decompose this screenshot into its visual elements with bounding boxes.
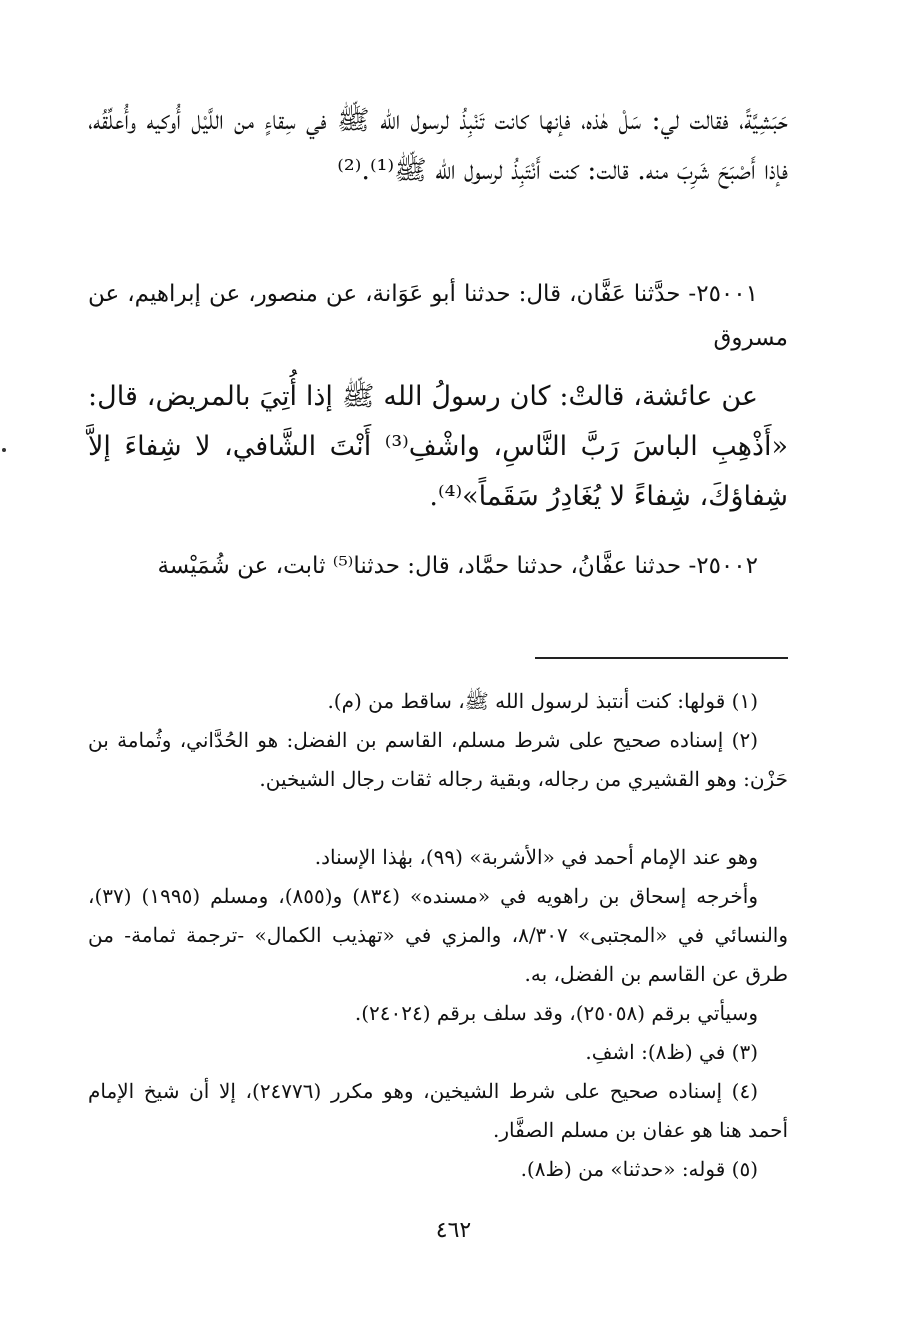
scan-mark bbox=[2, 448, 6, 452]
footnote-2-riwaya: وهو عند الإمام أحمد في «الأشربة» (٩٩)، بهٰذا الإسناد. bbox=[314, 845, 758, 869]
footnote-4: (٤) إسناده صحيح على شرط الشيخين، وهو مكرر (٢٤٧٧٦)، إلا أن شيخ الإمام أحمد هنا هو عفان بن مسلم الصفَّار. bbox=[88, 1079, 788, 1142]
footnote-5: (٥) قوله: «حدثنا» من (ظ٨). bbox=[520, 1157, 758, 1181]
footnote-2-takhrij: وأخرجه إسحاق بن راهويه في «مسنده» (٨٣٤) و(٨٥٥)، ومسلم (١٩٩٥) (٣٧)، والنسائي في «المجتبى» ٨/٣٠٧، والمزي في «تهذيب الكمال» -ترجمة ثمامة- من طرق عن القاسم بن الفضل، به. bbox=[88, 884, 789, 986]
hadith-isnad-25002: ٢٥٠٠٢- حدثنا عفَّانُ، حدثنا حمَّاد، قال: حدثنا⁽⁵⁾ ثابت، عن شُمَيْسة bbox=[157, 553, 758, 579]
hadith-matn-25001: عن عائشة، قالتْ: كان رسولُ الله ﷺ إذا أُتِيَ بالمريض، قال: «أَذْهِبِ الباسَ رَبَّ النَّاسِ، واشْفِ⁽³⁾ أَنْتَ الشَّافي، لا شِفاءَ إلاَّ شِفاؤكَ، شِفاءً لا يُغَادِرُ سَقَماً»⁽⁴⁾. bbox=[88, 381, 788, 512]
hadith-isnad-25001: ٢٥٠٠١- حدَّثنا عَفَّان، قال: حدثنا أبو عَوَانة، عن منصور، عن إبراهيم، عن مسروق bbox=[88, 281, 788, 351]
hadith-text-continuation: حَبَشِيَّةً، فقالت لي: سَلْ هٰذه، فإنها كانت تَنْبِذُ لرسول الله ﷺ في سِقاءٍ من اللَّيْل أُوكيه وأُعلِّقُه، فإذا أَصْبَحَ شَرِبَ منه. قالت: كنت أَنْتَبِذُ لرسول الله ﷺ⁽¹⁾.⁽²⁾ bbox=[88, 105, 788, 186]
footnote-3: (٣) في (ظ٨): اشفِ. bbox=[585, 1040, 758, 1064]
page-number: ٤٦٢ bbox=[435, 1218, 472, 1243]
footnote-separator bbox=[535, 657, 788, 659]
footnote-2-cross-reference: وسيأتي برقم (٢٥٠٥٨)، وقد سلف برقم (٢٤٠٢٤). bbox=[354, 1001, 758, 1025]
footnote-2: (٢) إسناده صحيح على شرط مسلم، القاسم بن الفضل: هو الحُدَّاني، وثُمامة بن حَزْن: وهو القشيري من رجاله، وبقية رجاله ثقات رجال الشيخين. bbox=[88, 728, 788, 791]
footnote-1: (١) قولها: كنت أنتبذ لرسول الله ﷺ، ساقط من (م). bbox=[327, 689, 758, 713]
